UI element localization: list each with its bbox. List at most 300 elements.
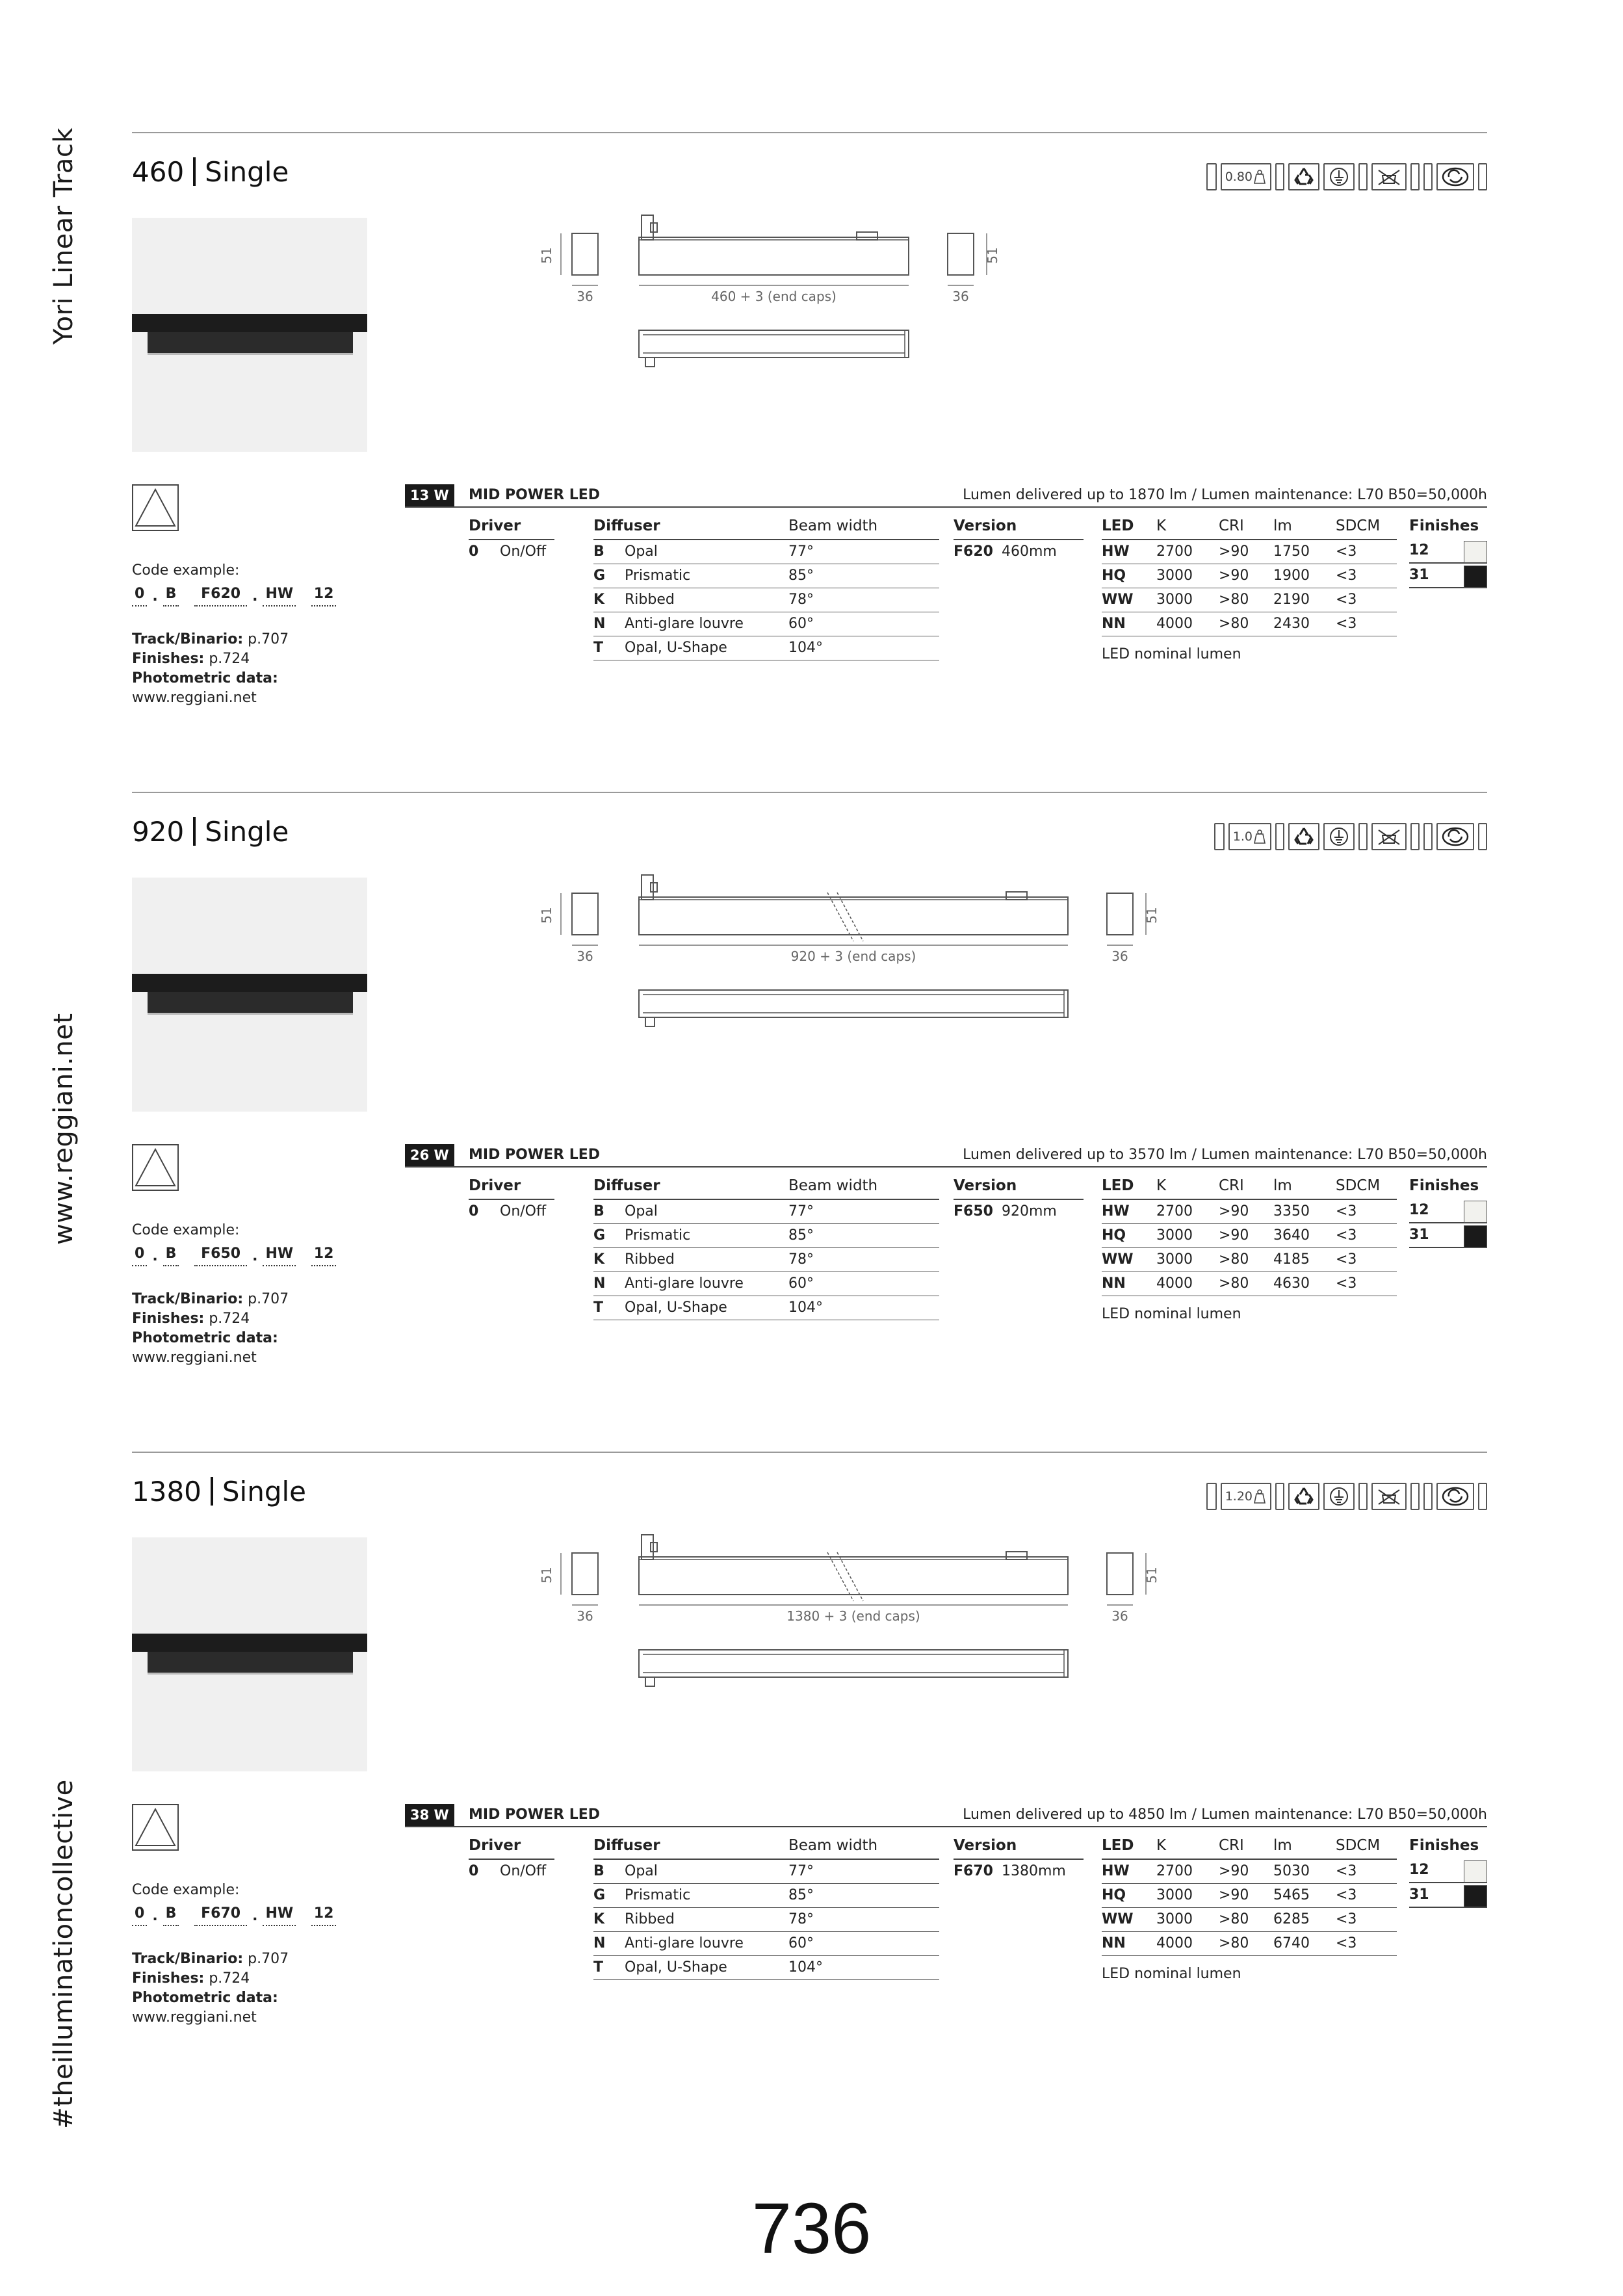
led-sdcm: <3 bbox=[1336, 1275, 1357, 1292]
diffuser-row bbox=[593, 1860, 939, 1884]
finish-swatch bbox=[1464, 1225, 1487, 1247]
section-divider bbox=[132, 792, 1487, 793]
driver-row: 0 On/Off bbox=[469, 543, 547, 560]
width-dim-right: 36 bbox=[952, 289, 969, 304]
width-dim-left: 36 bbox=[577, 1608, 593, 1624]
section-divider bbox=[132, 132, 1487, 133]
led-sdcm: <3 bbox=[1336, 592, 1357, 608]
led-nominal-note: LED nominal lumen bbox=[1102, 1306, 1241, 1322]
diffuser-label: Opal, U-Shape bbox=[625, 1299, 727, 1316]
led-cri: >90 bbox=[1219, 1227, 1249, 1244]
website-link[interactable]: www.reggiani.net bbox=[132, 690, 257, 706]
width-dim-left: 36 bbox=[577, 948, 593, 964]
led-row bbox=[1102, 1248, 1397, 1272]
led-column bbox=[1102, 515, 1397, 666]
led-row bbox=[1102, 1884, 1397, 1908]
risk-badge bbox=[1214, 823, 1225, 850]
end-view-left bbox=[572, 1553, 598, 1595]
driver-column bbox=[469, 515, 554, 564]
finish-swatch bbox=[1464, 566, 1487, 588]
led-row bbox=[1102, 612, 1397, 636]
driver-row: 0 On/Off bbox=[469, 1863, 547, 1879]
driver-column bbox=[469, 1175, 554, 1223]
certification-icons bbox=[1206, 163, 1487, 190]
product-photo bbox=[132, 218, 367, 452]
class-ground-icon bbox=[1323, 163, 1355, 190]
height-dim-left: 51 bbox=[539, 907, 554, 924]
width-dim-left: 36 bbox=[577, 289, 593, 304]
version-row: F620 460mm bbox=[954, 543, 1057, 560]
led-code: NN bbox=[1102, 1275, 1126, 1292]
reference-links bbox=[132, 630, 392, 708]
photometric-label: Photometric data: bbox=[132, 670, 278, 686]
diffuser-row bbox=[593, 1224, 939, 1248]
weight-badge: 0.80 bbox=[1221, 163, 1271, 190]
led-row bbox=[1102, 564, 1397, 588]
weight-icon bbox=[1253, 829, 1267, 844]
diffuser-column bbox=[593, 515, 939, 660]
led-sdcm: <3 bbox=[1336, 1251, 1357, 1268]
connector-right bbox=[1006, 892, 1027, 900]
luminaire-body bbox=[148, 1652, 353, 1675]
track-page: p.707 bbox=[248, 631, 289, 647]
beam-width: 78° bbox=[788, 1251, 814, 1268]
section-divider bbox=[132, 1452, 1487, 1453]
led-sdcm: <3 bbox=[1336, 1911, 1357, 1927]
weight-badge: 1.20 bbox=[1221, 1483, 1271, 1510]
led-code: WW bbox=[1102, 592, 1134, 608]
side-label-product: Yori Linear Track bbox=[49, 127, 79, 345]
wattage-badge: 38 W bbox=[405, 1804, 454, 1826]
diffuser-label: Anti-glare louvre bbox=[625, 616, 744, 632]
version-column bbox=[954, 1835, 1084, 1883]
version-header: Version bbox=[954, 1835, 1084, 1860]
bottom-view-adapter bbox=[645, 1677, 655, 1686]
beam-width: 85° bbox=[788, 567, 814, 584]
width-dim-right: 36 bbox=[1111, 1608, 1128, 1624]
code-led: HW bbox=[263, 1904, 296, 1926]
diffuser-code: K bbox=[593, 1251, 605, 1268]
finishes-page: p.724 bbox=[209, 1970, 250, 1987]
code-version: F670 bbox=[194, 1904, 247, 1926]
track-label: Track/Binario: bbox=[132, 1291, 244, 1307]
diffuser-label: Ribbed bbox=[625, 592, 675, 608]
product-section-1380 bbox=[132, 1452, 1487, 2089]
led-k: 3000 bbox=[1156, 592, 1193, 608]
led-k: 2700 bbox=[1156, 1863, 1193, 1879]
product-variant: Single bbox=[205, 156, 289, 188]
code-info bbox=[132, 1221, 392, 1368]
diffuser-row bbox=[593, 636, 939, 660]
finish-code: 31 bbox=[1409, 567, 1429, 583]
led-lm: 1750 bbox=[1273, 543, 1310, 560]
diffuser-row bbox=[593, 1932, 939, 1956]
led-cri: >80 bbox=[1219, 616, 1249, 632]
diffuser-row bbox=[593, 564, 939, 588]
led-sdcm: <3 bbox=[1336, 1935, 1357, 1951]
led-row bbox=[1102, 1932, 1397, 1956]
luminaire-side-view bbox=[639, 1557, 1068, 1595]
led-sdcm: <3 bbox=[1336, 543, 1357, 560]
led-header: LED K CRI lm SDCM bbox=[1102, 1835, 1397, 1860]
product-title bbox=[132, 156, 289, 188]
led-header: LED K CRI lm SDCM bbox=[1102, 1175, 1397, 1200]
temperature-badge bbox=[1358, 823, 1368, 850]
wattage-badge: 13 W bbox=[405, 484, 454, 506]
diffuser-label: Opal bbox=[625, 1863, 658, 1879]
product-title bbox=[132, 1476, 306, 1507]
spec-header bbox=[405, 1804, 1487, 1827]
code-version: F620 bbox=[194, 584, 247, 607]
recycle-icon bbox=[1288, 163, 1319, 190]
led-nominal-note: LED nominal lumen bbox=[1102, 1966, 1241, 1982]
beam-width: 104° bbox=[788, 1299, 823, 1316]
beam-width: 104° bbox=[788, 640, 823, 656]
led-sdcm: <3 bbox=[1336, 567, 1357, 584]
led-lm: 4185 bbox=[1273, 1251, 1310, 1268]
diffuser-code: G bbox=[593, 1887, 606, 1903]
weight-icon bbox=[1253, 169, 1267, 185]
beam-width: 78° bbox=[788, 592, 814, 608]
diffuser-header: Diffuser Beam width bbox=[593, 1175, 939, 1200]
title-separator bbox=[193, 817, 196, 846]
product-length: 1380 bbox=[132, 1476, 201, 1507]
diffuser-code: N bbox=[593, 1935, 606, 1951]
product-photo bbox=[132, 1537, 367, 1771]
technical-drawing bbox=[395, 1491, 1160, 1777]
code-driver: 0 bbox=[132, 1904, 147, 1926]
led-k: 2700 bbox=[1156, 1203, 1193, 1220]
version-row: F650 920mm bbox=[954, 1203, 1057, 1220]
code-diffuser: B bbox=[163, 584, 179, 607]
code-info bbox=[132, 561, 392, 708]
led-k: 3000 bbox=[1156, 567, 1193, 584]
track-label: Track/Binario: bbox=[132, 1951, 244, 1967]
led-sdcm: <3 bbox=[1336, 1863, 1357, 1879]
led-cri: >80 bbox=[1219, 1911, 1249, 1927]
led-cri: >90 bbox=[1219, 567, 1249, 584]
finish-swatch bbox=[1464, 1201, 1487, 1223]
diffuser-label: Anti-glare louvre bbox=[625, 1935, 744, 1951]
code-version: F650 bbox=[194, 1244, 247, 1266]
led-lm: 1900 bbox=[1273, 567, 1310, 584]
diffuser-label: Opal, U-Shape bbox=[625, 1959, 727, 1976]
spec-header bbox=[405, 1144, 1487, 1168]
connector-right bbox=[857, 232, 877, 240]
diffuser-code: K bbox=[593, 592, 605, 608]
track-label: Track/Binario: bbox=[132, 631, 244, 647]
led-header: LED K CRI lm SDCM bbox=[1102, 515, 1397, 540]
ip-rating-badge bbox=[1275, 823, 1284, 850]
version-header: Version bbox=[954, 515, 1084, 540]
length-dim: 920 + 3 (end caps) bbox=[790, 948, 916, 964]
led-lm: 2190 bbox=[1273, 592, 1310, 608]
track-profile bbox=[132, 1634, 367, 1652]
beam-width: 85° bbox=[788, 1227, 814, 1244]
diffuser-code: G bbox=[593, 567, 606, 584]
led-cri: >90 bbox=[1219, 543, 1249, 560]
code-example-label: Code example: bbox=[132, 1222, 240, 1238]
finish-row bbox=[1409, 539, 1487, 564]
product-variant: Single bbox=[205, 816, 289, 848]
led-lm: 3640 bbox=[1273, 1227, 1310, 1244]
finishes-column bbox=[1409, 1835, 1487, 1908]
diffuser-header: Diffuser Beam width bbox=[593, 1835, 939, 1860]
diffuser-row bbox=[593, 612, 939, 636]
finish-code: 12 bbox=[1409, 1862, 1429, 1878]
title-separator bbox=[211, 1477, 213, 1506]
led-row bbox=[1102, 1860, 1397, 1884]
led-cri: >80 bbox=[1219, 1251, 1249, 1268]
risk-badge bbox=[1206, 1483, 1217, 1510]
diffuser-code: N bbox=[593, 1275, 606, 1292]
track-page: p.707 bbox=[248, 1291, 289, 1307]
no-bin-icon bbox=[1371, 823, 1407, 850]
connector-right bbox=[1006, 1552, 1027, 1559]
led-sdcm: <3 bbox=[1336, 1227, 1357, 1244]
class-ground-icon bbox=[1323, 823, 1355, 850]
finish-code: 31 bbox=[1409, 1886, 1429, 1903]
led-type: MID POWER LED bbox=[469, 487, 601, 503]
adapter-left bbox=[642, 1535, 653, 1559]
led-sdcm: <3 bbox=[1336, 616, 1357, 632]
product-section-920 bbox=[132, 792, 1487, 1429]
code-led: HW bbox=[263, 1244, 296, 1266]
lamp-type-icon bbox=[132, 1804, 179, 1851]
lumen-info: Lumen delivered up to 1870 lm / Lumen maintenance: L70 B50=50,000h bbox=[963, 487, 1487, 503]
diffuser-code: T bbox=[593, 1299, 604, 1316]
page-number: 736 bbox=[751, 2189, 872, 2269]
lumen-info: Lumen delivered up to 3570 lm / Lumen maintenance: L70 B50=50,000h bbox=[963, 1147, 1487, 1163]
code-finish: 12 bbox=[311, 1244, 337, 1266]
end-view-right bbox=[948, 233, 974, 275]
recycle-icon bbox=[1288, 1483, 1319, 1510]
code-info bbox=[132, 1881, 392, 2028]
lamp-type-icon bbox=[132, 484, 179, 531]
led-k: 2700 bbox=[1156, 543, 1193, 560]
led-code: HQ bbox=[1102, 1227, 1126, 1244]
product-length: 460 bbox=[132, 156, 185, 188]
led-cri: >90 bbox=[1219, 1203, 1249, 1220]
led-row bbox=[1102, 588, 1397, 612]
diffuser-code: B bbox=[593, 543, 604, 560]
finishes-page: p.724 bbox=[209, 651, 250, 667]
eac-mark-icon bbox=[1478, 823, 1487, 850]
finishes-header: Finishes bbox=[1409, 517, 1479, 534]
led-nominal-note: LED nominal lumen bbox=[1102, 646, 1241, 662]
led-row bbox=[1102, 1272, 1397, 1296]
led-row bbox=[1102, 1908, 1397, 1932]
height-dim-right: 51 bbox=[1144, 907, 1160, 924]
lumen-info: Lumen delivered up to 4850 lm / Lumen maintenance: L70 B50=50,000h bbox=[963, 1807, 1487, 1823]
finish-code: 31 bbox=[1409, 1227, 1429, 1243]
led-sdcm: <3 bbox=[1336, 1887, 1357, 1903]
adapter-left bbox=[642, 875, 653, 900]
code-example-label: Code example: bbox=[132, 1882, 240, 1898]
code-example: 0 . B F670 . HW 12 bbox=[132, 1904, 392, 1926]
led-code: HQ bbox=[1102, 567, 1126, 584]
width-dim-right: 36 bbox=[1111, 948, 1128, 964]
beam-width: 60° bbox=[788, 1935, 814, 1951]
product-title bbox=[132, 816, 289, 848]
diffuser-code: K bbox=[593, 1911, 605, 1927]
product-variant: Single bbox=[222, 1476, 307, 1507]
no-bin-icon bbox=[1371, 163, 1407, 190]
ce-mark-icon bbox=[1410, 163, 1420, 190]
diffuser-label: Prismatic bbox=[625, 1887, 691, 1903]
diffuser-code: B bbox=[593, 1203, 604, 1220]
diffuser-code: T bbox=[593, 640, 604, 656]
led-cri: >80 bbox=[1219, 1275, 1249, 1292]
product-section-460 bbox=[132, 132, 1487, 769]
rcm-mark-icon bbox=[1436, 823, 1474, 850]
luminaire-body bbox=[148, 332, 353, 355]
ip-rating-badge bbox=[1275, 1483, 1284, 1510]
led-row bbox=[1102, 1200, 1397, 1224]
diffuser-label: Ribbed bbox=[625, 1251, 675, 1268]
temperature-badge bbox=[1358, 163, 1368, 190]
eac-mark-icon bbox=[1478, 1483, 1487, 1510]
code-driver: 0 bbox=[132, 584, 147, 607]
led-cri: >90 bbox=[1219, 1863, 1249, 1879]
diffuser-label: Anti-glare louvre bbox=[625, 1275, 744, 1292]
beam-width: 85° bbox=[788, 1887, 814, 1903]
led-code: NN bbox=[1102, 1935, 1126, 1951]
certification-icons bbox=[1214, 823, 1487, 850]
beam-width: 60° bbox=[788, 1275, 814, 1292]
led-code: HW bbox=[1102, 1203, 1130, 1220]
driver-column bbox=[469, 1835, 554, 1883]
finish-row bbox=[1409, 1883, 1487, 1908]
diffuser-label: Opal bbox=[625, 543, 658, 560]
weight-icon bbox=[1253, 1489, 1267, 1504]
led-row bbox=[1102, 1224, 1397, 1248]
diffuser-column bbox=[593, 1835, 939, 1980]
weight-badge: 1.0 bbox=[1228, 823, 1271, 850]
finishes-column bbox=[1409, 515, 1487, 588]
product-photo bbox=[132, 878, 367, 1112]
recycle-icon bbox=[1288, 823, 1319, 850]
version-row: F670 1380mm bbox=[954, 1863, 1066, 1879]
code-driver: 0 bbox=[132, 1244, 147, 1266]
led-lm: 6285 bbox=[1273, 1911, 1310, 1927]
finish-row bbox=[1409, 1199, 1487, 1223]
website-link[interactable]: www.reggiani.net bbox=[132, 2009, 257, 2026]
led-column bbox=[1102, 1835, 1397, 1986]
diffuser-row bbox=[593, 540, 939, 564]
finish-row bbox=[1409, 564, 1487, 588]
cb-mark-icon bbox=[1423, 823, 1433, 850]
beam-width: 104° bbox=[788, 1959, 823, 1976]
led-k: 4000 bbox=[1156, 1935, 1193, 1951]
led-lm: 4630 bbox=[1273, 1275, 1310, 1292]
diffuser-label: Ribbed bbox=[625, 1911, 675, 1927]
finishes-header: Finishes bbox=[1409, 1177, 1479, 1194]
led-lm: 6740 bbox=[1273, 1935, 1310, 1951]
diffuser-row bbox=[593, 1248, 939, 1272]
website-link[interactable]: www.reggiani.net bbox=[132, 1350, 257, 1366]
length-dim: 1380 + 3 (end caps) bbox=[786, 1608, 920, 1624]
track-profile bbox=[132, 314, 367, 332]
bottom-view-adapter bbox=[645, 358, 655, 367]
version-column bbox=[954, 1175, 1084, 1223]
led-lm: 5465 bbox=[1273, 1887, 1310, 1903]
end-view-left bbox=[572, 233, 598, 275]
finishes-header: Finishes bbox=[1409, 1837, 1479, 1854]
photometric-label: Photometric data: bbox=[132, 1990, 278, 2006]
led-code: WW bbox=[1102, 1251, 1134, 1268]
luminaire-side-view bbox=[639, 237, 909, 275]
led-type: MID POWER LED bbox=[469, 1147, 601, 1163]
length-dim: 460 + 3 (end caps) bbox=[711, 289, 837, 304]
code-diffuser: B bbox=[163, 1904, 179, 1926]
height-dim-left: 51 bbox=[539, 247, 554, 264]
eac-mark-icon bbox=[1478, 163, 1487, 190]
led-k: 3000 bbox=[1156, 1911, 1193, 1927]
ce-mark-icon bbox=[1410, 1483, 1420, 1510]
reference-links bbox=[132, 1950, 392, 2028]
led-lm: 3350 bbox=[1273, 1203, 1310, 1220]
title-separator bbox=[193, 157, 196, 186]
led-code: WW bbox=[1102, 1911, 1134, 1927]
code-example-label: Code example: bbox=[132, 562, 240, 579]
adapter-left bbox=[642, 215, 653, 240]
led-k: 4000 bbox=[1156, 1275, 1193, 1292]
finish-swatch bbox=[1464, 1860, 1487, 1883]
track-page: p.707 bbox=[248, 1951, 289, 1967]
diffuser-row bbox=[593, 1272, 939, 1296]
finishes-label: Finishes: bbox=[132, 1311, 205, 1327]
diffuser-label: Prismatic bbox=[625, 1227, 691, 1244]
finish-row bbox=[1409, 1223, 1487, 1248]
led-k: 3000 bbox=[1156, 1227, 1193, 1244]
beam-width: 60° bbox=[788, 616, 814, 632]
diffuser-header: Diffuser Beam width bbox=[593, 515, 939, 540]
beam-width: 77° bbox=[788, 1203, 814, 1220]
led-column bbox=[1102, 1175, 1397, 1326]
led-lm: 5030 bbox=[1273, 1863, 1310, 1879]
diffuser-code: T bbox=[593, 1959, 604, 1976]
cb-mark-icon bbox=[1423, 1483, 1433, 1510]
led-code: HQ bbox=[1102, 1887, 1126, 1903]
bottom-view-adapter bbox=[645, 1017, 655, 1026]
end-view-left bbox=[572, 893, 598, 935]
photometric-label: Photometric data: bbox=[132, 1330, 278, 1346]
height-dim-right: 51 bbox=[1144, 1567, 1160, 1584]
spec-header bbox=[405, 484, 1487, 508]
diffuser-row bbox=[593, 1884, 939, 1908]
code-example: 0 . B F620 . HW 12 bbox=[132, 584, 392, 607]
side-label-hashtag: #theilluminationcollective bbox=[49, 1779, 79, 2129]
side-label-website: www.reggiani.net bbox=[49, 1013, 79, 1245]
class-ground-icon bbox=[1323, 1483, 1355, 1510]
reference-links bbox=[132, 1290, 392, 1368]
certification-icons bbox=[1206, 1483, 1487, 1510]
track-profile bbox=[132, 974, 367, 992]
end-view-right bbox=[1107, 893, 1133, 935]
finish-swatch bbox=[1464, 1885, 1487, 1907]
led-row bbox=[1102, 540, 1397, 564]
code-finish: 12 bbox=[311, 1904, 337, 1926]
finishes-label: Finishes: bbox=[132, 1970, 205, 1987]
luminaire-side-view bbox=[639, 897, 1068, 935]
version-column bbox=[954, 515, 1084, 564]
beam-width: 78° bbox=[788, 1911, 814, 1927]
driver-row: 0 On/Off bbox=[469, 1203, 547, 1220]
finish-swatch bbox=[1464, 541, 1487, 563]
diffuser-label: Opal bbox=[625, 1203, 658, 1220]
led-sdcm: <3 bbox=[1336, 1203, 1357, 1220]
